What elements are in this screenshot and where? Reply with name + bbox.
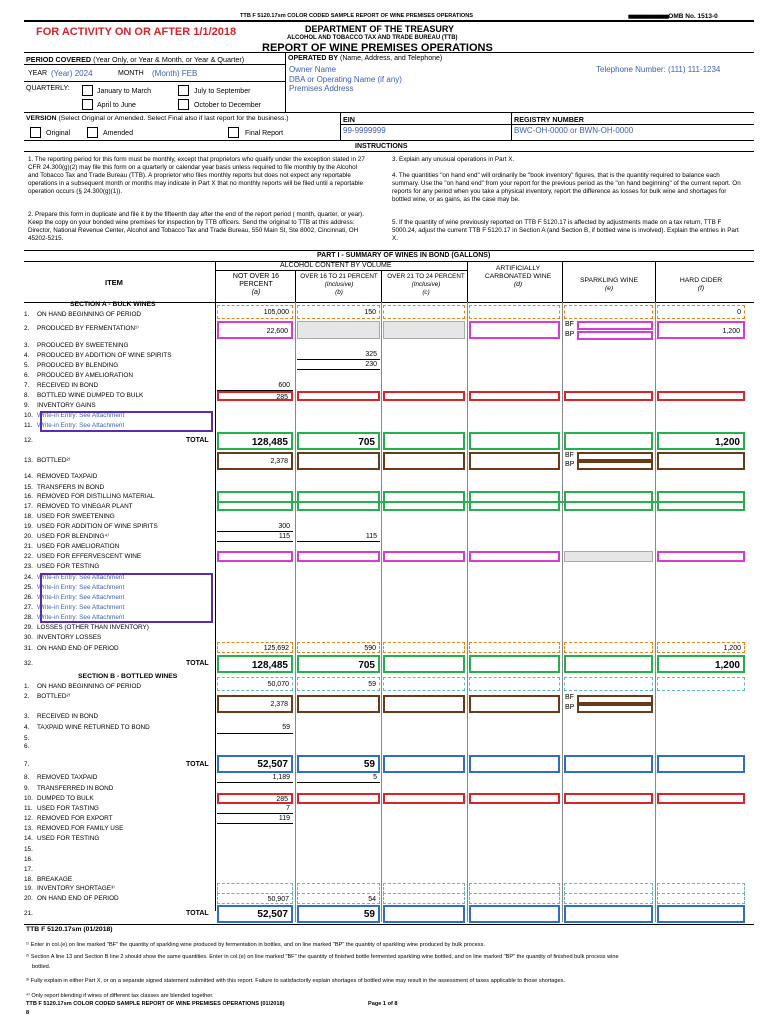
a-row-2: 2. PRODUCED BY FERMENTATION¹⁾ [24,325,139,332]
footnote-3: ³⁾ Fully explain in either Part X, or on a separate signed statement submitted with this report. Failure to satisfactorily explain shortages of bottled wine may result in the assessment of taxes applicable to those shortages. [26,978,565,984]
col-b-header: OVER 16 TO 21 PERCENT (Inclusive) (b) [300,273,378,296]
b11-col-a[interactable]: 7 [217,803,293,814]
b10-col-c[interactable] [383,793,465,804]
a-writein-box-10-11[interactable] [40,411,213,432]
month-field[interactable]: (Month) FEB [152,69,198,78]
a8-col-d[interactable] [469,391,560,401]
a31-col-f[interactable]: 1,200 [657,642,745,653]
a12-total-col-c[interactable] [383,432,465,450]
a13-col-e-bp[interactable] [577,461,653,470]
a12-total-col-b[interactable]: 705 [297,432,380,450]
b1-col-e[interactable] [564,677,653,691]
b2-col-a[interactable]: 2,378 [217,695,293,713]
a20-col-a[interactable]: 115 [217,531,293,542]
footnote-4: ⁴⁾ Only report blending if wines of different tax classes are blended together. [26,993,214,999]
b8-col-a[interactable]: 1,189 [217,772,293,783]
item-header: ITEM [105,278,123,287]
original-label: Original [46,130,71,137]
b21-total-col-e[interactable] [564,905,653,923]
activity-date: FOR ACTIVITY ON OR AFTER 1/1/2018 [36,26,237,38]
b21-total-col-d[interactable] [469,905,560,923]
a31-col-b[interactable]: 590 [297,642,380,653]
a32-total-col-d[interactable] [469,655,560,673]
page-number: Page 1 of 8 [368,1001,398,1007]
b7-total-col-a[interactable]: 52,507 [217,755,293,773]
a22-col-a[interactable] [217,551,293,562]
a-row-22: 22. USED FOR EFFERVESCENT WINE [24,553,142,560]
a1-col-d[interactable] [469,305,560,319]
q4-label: October to December [194,102,261,109]
a-row-13: 13. BOTTLED²⁾ [24,457,71,464]
b-row-1: 1. ON HAND BEGINNING OF PERIOD [24,683,142,690]
b1-col-b[interactable]: 59 [297,677,380,691]
a-row-24: 24. Write-in Entry: See Attachment [24,574,125,581]
b-row-12: 12. REMOVED FOR EXPORT [24,815,113,822]
b7-total-col-b[interactable]: 59 [297,755,380,773]
operator-dba[interactable]: DBA or Operating Name (if any) [289,75,402,84]
a31-col-c[interactable] [383,642,465,653]
a2-col-e-bp[interactable] [577,331,653,340]
col-d-header: ARTIFICIALLY CARBONATED WINE (d) [484,265,552,288]
a8-col-b[interactable] [297,391,380,401]
col-e-header: SPARKLING WINE (e) [579,277,639,292]
b10-col-b[interactable] [297,793,380,804]
a-row-10: 10. Write-in Entry: See Attachment [24,412,125,419]
a32-total-col-a[interactable]: 128,485 [217,655,293,673]
instruction-1: 1. The reporting period for this form must be monthly, except that proprietors who qualify under the exception stated in 27 CFR 24.300(g)(2) may file this form on a quarterly or calendar year basis unless required to file monthly by the Alcohol and Tobacco Tax and Trade Bureau (TTB). A proprietor who files monthly reports but does not expect any reportable operations in a subsequent month or months may indicate in Part X that no monthly reports will be filed until a reportable operation occurs (§ 24.300(g)(1)). [28,156,365,195]
instruction-2: 2. Prepare this form in duplicate and file it by the fifteenth day after the end of the report period ( month, quarter, or year). Keep the copy on your bonded wine premises for inspection by TTB officers. Send the original to TTB at this address: Director, National Revenue Center, Alcohol and Tobacco Tax and Trade Bureau, 550 Main St, Ste 8002, Cincinnati, OH 45202-5215. [28,211,365,242]
a-row-31: 31. ON HAND END OF PERIOD [24,645,119,652]
form-top-title: TTB F 5120.17sm COLOR CODED SAMPLE REPORT OF WINE PREMISES OPERATIONS [240,13,474,19]
footnote-2: ²⁾ Section A line 13 and Section B line 2 should show the same quantities. Enter in col.(e) on line marked "BF" the quantity of finished bottle fermented sparkling wine bottled, and on line marked "BP" the quantity of finished bulk process wine [26,954,619,960]
a2-bp-label: BP [565,331,575,338]
b-row-20: 20. ON HAND END OF PERIOD [24,895,119,902]
q3-label: July to September [194,88,251,95]
a8-col-c[interactable] [383,391,465,401]
b10-col-d[interactable] [469,793,560,804]
b-total-21-label: TOTAL [186,910,209,917]
a22-col-f[interactable] [657,551,745,562]
b1-col-a[interactable]: 50,070 [217,677,293,691]
a-row-5: 5. PRODUCED BY BLENDING [24,362,119,369]
b-row-7-total: 7. [24,761,30,768]
a-row-15: 15. TRANSFERS IN BOND [24,484,105,491]
b1-col-f[interactable] [657,677,745,691]
a13-col-f[interactable] [657,452,745,470]
b-row-2: 2. BOTTLED²⁾ [24,693,71,700]
a-row-1: 1. ON HAND BEGINNING OF PERIOD [24,311,142,318]
instruction-3: 3. Explain any unusual operations in Part X. [392,156,515,163]
bureau: ALCOHOL AND TOBACCO TAX AND TRADE BUREAU (TTB) [287,35,458,41]
q2-label: April to June [97,102,136,109]
omb-prefix: ▮▮▮▮▮▮▮▮▮▮▮▮▮▮▮▮▮▮▮▮▮▮▮ [628,14,669,20]
a-row-26: 26. Write-in Entry: See Attachment [24,594,125,601]
b-row-3: 3. RECEIVED IN BOND [24,713,99,720]
a-row-19: 19. USED FOR ADDITION OF WINE SPIRITS [24,523,158,530]
a-row-30: 30. INVENTORY LOSSES [24,634,102,641]
a22-col-c[interactable] [383,551,465,562]
b-row-8: 8. REMOVED TAXPAID [24,774,98,781]
corner-number: 8 [26,1010,30,1016]
operator-address[interactable]: Premises Address [289,84,354,93]
a-row-18: 18. USED FOR SWEETENING [24,513,115,520]
b-row-17: 17. [24,866,33,873]
a12-total-col-f[interactable]: 1,200 [657,432,745,450]
b21-total-col-a[interactable]: 52,507 [217,905,293,923]
b12-col-a[interactable]: 119 [217,813,293,824]
q3-checkbox[interactable] [178,85,189,96]
a-row-28: 28. Write-in Entry: See Attachment [24,614,125,621]
b-row-6: 6. [24,743,30,750]
amended-checkbox[interactable] [87,127,98,138]
footnote-1: ¹⁾ Enter in col.(e) on line marked "BF" the quantity of sparkling wine produced by fermentation in bottles, and on line marked "BP" the quantity of sparkling wine produced by bulk process. [26,942,485,948]
registry-label: REGISTRY NUMBER [514,115,584,124]
b7-total-col-d[interactable] [469,755,560,773]
a-writein-box-24-28[interactable] [40,573,213,623]
a8-col-f[interactable] [657,391,745,401]
b-row-18: 18. BREAKAGE [24,876,73,883]
a8-col-e[interactable] [564,391,653,401]
b20-col-d[interactable] [469,893,560,904]
a-row-20: 20. USED FOR BLENDING⁴⁾ [24,533,109,540]
b21-total-col-f[interactable] [657,905,745,923]
b10-col-f[interactable] [657,793,745,804]
a-row-32-total: 32. [24,660,33,667]
b7-total-col-c[interactable] [383,755,465,773]
a13-bf-label: BF [565,452,574,459]
a13-col-a[interactable]: 2,378 [217,452,293,470]
a-total-32-label: TOTAL [186,660,209,667]
section-a-title: SECTION A - BULK WINES [70,301,156,308]
a2-bf-label: BF [565,321,574,328]
omb-text: OMB No. 1513-0 [668,13,718,20]
a31-col-d[interactable] [469,642,560,653]
instruction-4: 4. The quantities "on hand end" will ordinarily be "book inventory" figures, that is the quantity required to balance each summary. Use the "on hand end" from your report for the previous period as the "on hand beginning" of the current report. On reports for any period when you take a physical inventory, report the difference as losses for bulk wine and shortages for bottled wine, or as gains, as the case may be. [392,172,741,203]
a32-total-col-c[interactable] [383,655,465,673]
a32-total-col-e[interactable] [564,655,653,673]
instructions-title: INSTRUCTIONS [355,143,408,150]
a19-col-a[interactable]: 300 [217,521,293,532]
a1-col-a[interactable]: 105,000 [217,305,293,319]
b-row-13: 13. REMOVED FOR FAMILY USE [24,825,124,832]
a12-total-col-e[interactable] [564,432,653,450]
b20-col-a[interactable]: 50,907 [217,893,293,904]
a-row-12-total: 12. [24,437,33,444]
a-row-8: 8. BOTTLED WINE DUMPED TO BULK [24,392,144,399]
a-row-7: 7. RECEIVED IN BOND [24,382,99,389]
a5-col-b[interactable]: 230 [297,359,380,370]
a31-col-a[interactable]: 125,692 [217,642,293,653]
a12-total-col-d[interactable] [469,432,560,450]
footnote-2b: bottled. [32,964,51,970]
col-a-header: NOT OVER 16 PERCENT (a) [232,273,280,296]
a-row-4: 4. PRODUCED BY ADDITION OF WINE SPIRITS [24,352,172,359]
a8-col-a[interactable]: 285 [217,391,293,401]
a-row-23: 23. USED FOR TESTING [24,563,100,570]
a-row-16: 16. REMOVED FOR DISTILLING MATERIAL [24,493,155,500]
q2-checkbox[interactable] [82,99,93,110]
amended-label: Amended [103,130,133,137]
b-row-10: 10. DUMPED TO BULK [24,795,94,802]
a31-col-e[interactable] [564,642,653,653]
operated-by-label: OPERATED BY (Name, Address, and Telephone) [288,55,443,62]
a2-col-b [297,321,380,339]
b2-col-e-bp[interactable] [577,704,653,713]
report-title: REPORT OF WINE PREMISES OPERATIONS [262,42,493,54]
b21-total-col-c[interactable] [383,905,465,923]
b-row-19: 19. INVENTORY SHORTAGE³⁾ [24,885,115,892]
a-row-25: 25. Write-in Entry: See Attachment [24,584,125,591]
b7-total-col-e[interactable] [564,755,653,773]
a-row-3: 3. PRODUCED BY SWEETENING [24,342,129,349]
b10-col-e[interactable] [564,793,653,804]
final-report-label: Final Report [245,130,284,137]
b-row-15: 15. [24,846,33,853]
b7-total-col-f[interactable] [657,755,745,773]
a20-col-b[interactable]: 115 [297,531,380,542]
b4-col-a[interactable]: 59 [217,722,293,734]
quarterly-label: QUARTERLY: [26,85,70,92]
a-row-29: 29. LOSSES (OTHER THAN INVENTORY) [24,624,149,631]
b2-col-e-bf[interactable] [577,695,653,704]
b-row-9: 9. TRANSFERRED IN BOND [24,785,114,792]
a1-col-c[interactable] [383,305,465,319]
month-label: MONTH [118,70,144,77]
a2-col-c [383,321,465,339]
b2-col-d[interactable] [469,695,560,713]
period-covered-label: PERIOD COVERED (Year Only, or Year & Month, or Year & Quarter) [26,55,245,64]
a13-bp-label: BP [565,461,575,468]
b1-col-d[interactable] [469,677,560,691]
b2-bf-label: BF [565,694,574,701]
a2-col-f[interactable]: 1,200 [657,321,745,339]
part1-title: PART I - SUMMARY OF WINES IN BOND (GALLONS) [317,252,491,259]
col-f-header: HARD CIDER (f) [679,277,723,292]
b2-col-b[interactable] [297,695,380,713]
a1-col-f[interactable]: 0 [657,305,745,319]
b-row-21-total: 21. [24,910,33,917]
b-row-11: 11. USED FOR TASTING [24,805,99,812]
bottom-form-title: TTB F 5120.17sm COLOR CODED SAMPLE REPORT OF WINE PREMISES OPERATIONS (01/2018) [26,1001,285,1007]
operator-name[interactable]: Owner Name [289,65,337,74]
year-label: YEAR [28,70,48,77]
operator-telephone[interactable]: Telephone Number: (111) 111-1234 [596,65,721,74]
ein-label: EIN [343,115,355,124]
a-total-12-label: TOTAL [186,437,209,444]
a13-col-d[interactable] [469,452,560,470]
a-row-27: 27. Write-in Entry: See Attachment [24,604,125,611]
a32-total-col-f[interactable]: 1,200 [657,655,745,673]
a13-col-c[interactable] [383,452,465,470]
b2-bp-label: BP [565,704,575,711]
b-total-7-label: TOTAL [186,761,209,768]
a2-col-a[interactable]: 22,600 [217,321,293,339]
b20-col-b[interactable]: 54 [297,893,380,904]
q1-label: January to March [97,88,152,95]
department: DEPARTMENT OF THE TREASURY [305,24,455,34]
omb-number [628,13,718,20]
b20-col-e[interactable] [564,893,653,904]
a2-col-e-bf[interactable] [577,321,653,330]
final-report-checkbox[interactable] [228,127,239,138]
section-b-title: SECTION B - BOTTLED WINES [78,673,178,680]
a32-total-col-b[interactable]: 705 [297,655,380,673]
a-row-21: 21. USED FOR AMELIORATION [24,543,120,550]
a13-col-e-bf[interactable] [577,452,653,461]
a2-col-d[interactable] [469,321,560,339]
version-label: VERSION (Select Original or Amended. Select Final also if last report for the business.) [26,115,289,122]
a-row-11: 11. Write-in Entry: See Attachment [24,422,125,429]
b8-col-b[interactable]: 5 [297,772,380,783]
a4-col-b[interactable]: 325 [297,349,380,360]
b1-col-c[interactable] [383,677,465,691]
b-row-5: 5. [24,735,30,742]
b-row-16: 16. [24,856,33,863]
q1-checkbox[interactable] [82,85,93,96]
a1-col-e[interactable] [564,305,653,319]
b2-col-c[interactable] [383,695,465,713]
form-id: TTB F 5120.17sm (01/2018) [26,926,113,933]
a13-col-b[interactable] [297,452,380,470]
a22-col-e [564,551,653,562]
original-checkbox[interactable] [30,127,41,138]
a-row-14: 14. REMOVED TAXPAID [24,473,98,480]
b-row-14: 14. USED FOR TESTING [24,835,100,842]
a-row-9: 9. INVENTORY GAINS [24,402,96,409]
b10-col-a[interactable]: 285 [217,793,293,804]
ein-field[interactable]: 99-9999999 [343,126,386,135]
a-row-17: 17. REMOVED TO VINEGAR PLANT [24,503,133,510]
a1-col-b[interactable]: 150 [297,305,380,319]
a-row-6: 6. PRODUCED BY AMELIORATION [24,372,133,379]
b-row-4: 4. TAXPAID WINE RETURNED TO BOND [24,724,150,731]
a7-col-a[interactable]: 600 [217,380,293,391]
year-field[interactable]: (Year) 2024 [51,69,93,78]
col-c-header: OVER 21 TO 24 PERCENT (Inclusive) (c) [387,273,465,296]
registry-field[interactable]: BWC-OH-0000 or BWN-OH-0000 [514,126,634,135]
b21-total-col-b[interactable]: 59 [297,905,380,923]
b20-col-f[interactable] [657,893,745,904]
a12-total-col-a[interactable]: 128,485 [217,432,293,450]
alcohol-content-header: ALCOHOL CONTENT BY VOLUME [280,262,392,269]
q4-checkbox[interactable] [178,99,189,110]
instruction-5: 5. If the quantity of wine previously reported on TTB F 5120.17 is affected by adjustments made on a tax return, TTB F 5000.24, adjust the current TTB F 5120.17 in Section A (and Section B, if bottled wine is involved). Explain the entries in Part X. [392,219,739,242]
a22-col-d[interactable] [469,551,560,562]
a22-col-b[interactable] [297,551,380,562]
b20-col-c[interactable] [383,893,465,904]
